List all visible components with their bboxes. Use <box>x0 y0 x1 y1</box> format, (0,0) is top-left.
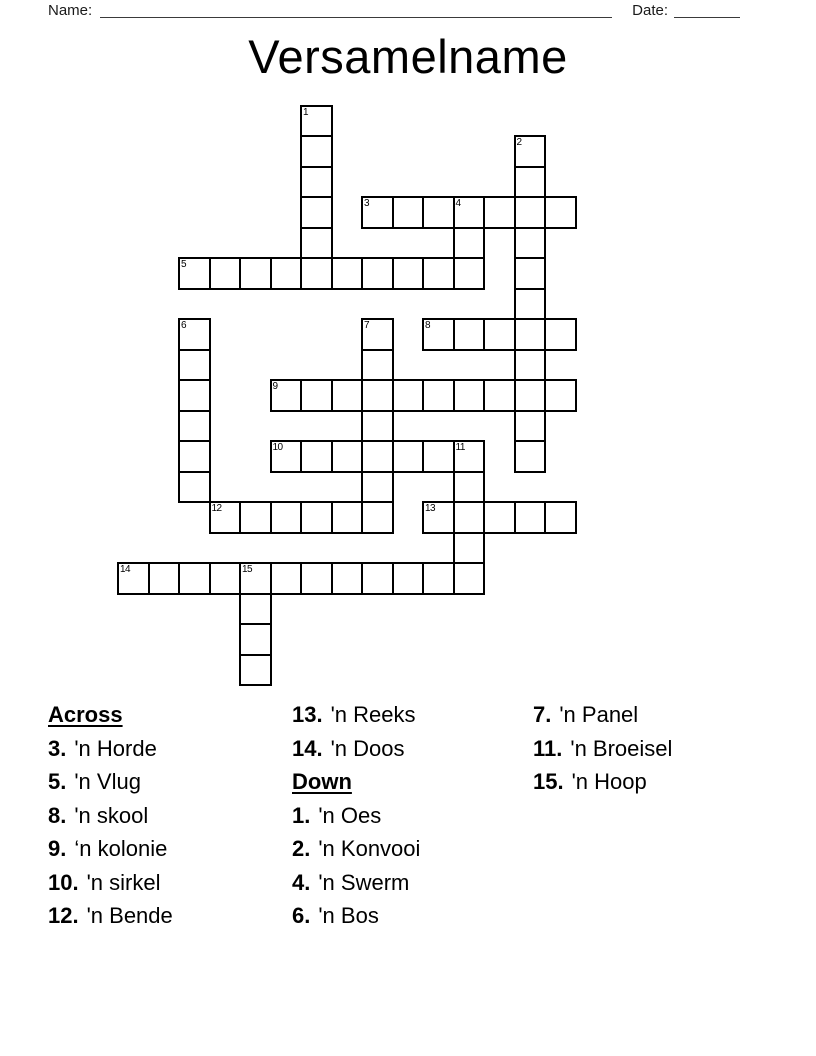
grid-cell[interactable] <box>270 257 303 290</box>
name-label: Name: <box>48 2 93 19</box>
grid-cell[interactable] <box>300 440 333 473</box>
clue-number: 15. <box>533 769 564 795</box>
grid-cell[interactable] <box>239 257 272 290</box>
clue-item <box>533 699 672 733</box>
clue-column <box>533 699 672 934</box>
clue-item <box>533 732 672 766</box>
grid-cell[interactable] <box>544 379 577 412</box>
grid-cell[interactable] <box>178 257 211 290</box>
grid-cell[interactable] <box>514 257 547 290</box>
clue-column <box>292 699 533 934</box>
cell-number: 12 <box>211 503 222 515</box>
grid-cell[interactable] <box>117 562 150 595</box>
grid-cell[interactable] <box>453 196 486 229</box>
grid-cell[interactable] <box>209 257 242 290</box>
cell-number: 14 <box>120 564 131 576</box>
clue-text: 'n Horde <box>74 735 157 761</box>
grid-cell[interactable] <box>544 318 577 351</box>
grid-cell[interactable] <box>422 257 455 290</box>
clue-number: 6. <box>292 903 311 929</box>
clue-text: 'n Swerm <box>318 869 410 895</box>
grid-cell[interactable] <box>361 318 394 351</box>
grid-cell[interactable] <box>270 379 303 412</box>
grid-cell[interactable] <box>453 379 486 412</box>
grid-cell[interactable] <box>148 562 181 595</box>
cell-number: 6 <box>181 320 187 332</box>
across-heading: Across <box>48 702 123 728</box>
grid-cell[interactable] <box>178 440 211 473</box>
clue-text: 'n sirkel <box>86 869 161 895</box>
cell-number: 8 <box>425 320 431 332</box>
page-title: Versamelname <box>248 30 568 83</box>
clue-number: 4. <box>292 869 311 895</box>
grid-cell[interactable] <box>422 562 455 595</box>
header <box>0 0 816 19</box>
cell-number: 1 <box>303 106 309 118</box>
grid-cell[interactable] <box>300 166 333 199</box>
clue-text: 'n Bende <box>86 903 173 929</box>
grid-cell[interactable] <box>483 318 516 351</box>
grid-cell[interactable] <box>331 257 364 290</box>
grid-cell[interactable] <box>514 440 547 473</box>
grid-cell[interactable] <box>270 562 303 595</box>
clue-text: 'n Doos <box>330 735 405 761</box>
grid-cell[interactable] <box>239 501 272 534</box>
grid-cell[interactable] <box>270 501 303 534</box>
grid-cell[interactable] <box>331 562 364 595</box>
grid-cell[interactable] <box>514 501 547 534</box>
grid-cell[interactable] <box>300 196 333 229</box>
grid-cell[interactable] <box>422 318 455 351</box>
clue-number: 2. <box>292 836 311 862</box>
grid-cell[interactable] <box>453 440 486 473</box>
clue-item <box>48 766 292 800</box>
grid-cell[interactable] <box>178 349 211 382</box>
grid-cell[interactable] <box>331 501 364 534</box>
grid-cell[interactable] <box>514 227 547 260</box>
clue-column <box>48 699 292 934</box>
grid-cell[interactable] <box>361 349 394 382</box>
grid-cell[interactable] <box>422 379 455 412</box>
grid-cell[interactable] <box>422 440 455 473</box>
cell-number: 15 <box>242 564 253 576</box>
grid-cell[interactable] <box>514 135 547 168</box>
clue-text: 'n Bos <box>318 903 379 929</box>
grid-cell[interactable] <box>392 196 425 229</box>
clue-text: 'n Vlug <box>74 769 141 795</box>
grid-cell[interactable] <box>514 196 547 229</box>
clue-text: ‘n kolonie <box>74 836 168 862</box>
grid-cell[interactable] <box>453 257 486 290</box>
grid-cell[interactable] <box>239 562 272 595</box>
name-input-line[interactable] <box>100 3 612 18</box>
grid-cell[interactable] <box>209 501 242 534</box>
cell-number: 3 <box>364 198 370 210</box>
grid-cell[interactable] <box>178 379 211 412</box>
clue-item <box>48 900 292 934</box>
down-heading: Down <box>292 769 352 795</box>
clue-number: 5. <box>48 769 67 795</box>
grid-cell[interactable] <box>514 379 547 412</box>
grid-cell[interactable] <box>392 440 425 473</box>
clue-item <box>292 799 533 833</box>
grid-cell[interactable] <box>544 196 577 229</box>
grid-cell[interactable] <box>453 318 486 351</box>
grid-cell[interactable] <box>422 501 455 534</box>
clue-item <box>292 699 533 733</box>
clue-item <box>48 866 292 900</box>
clue-item <box>292 866 533 900</box>
clue-text: 'n Hoop <box>571 769 647 795</box>
grid-cell[interactable] <box>178 562 211 595</box>
date-label: Date: <box>632 2 668 19</box>
clue-number: 1. <box>292 802 311 828</box>
grid-cell[interactable] <box>453 562 486 595</box>
grid-cell[interactable] <box>453 227 486 260</box>
clue-text: 'n Konvooi <box>318 836 421 862</box>
clues-section <box>0 699 816 934</box>
clue-item <box>292 833 533 867</box>
grid-cell[interactable] <box>392 562 425 595</box>
clue-item <box>48 833 292 867</box>
clue-number: 13. <box>292 702 323 728</box>
grid-cell[interactable] <box>300 562 333 595</box>
crossword-grid <box>0 105 816 690</box>
clue-item <box>48 732 292 766</box>
grid-cell[interactable] <box>300 379 333 412</box>
clue-number: 3. <box>48 735 67 761</box>
cell-number: 4 <box>455 198 461 210</box>
grid-cell[interactable] <box>300 105 333 138</box>
clue-number: 12. <box>48 903 79 929</box>
grid-cell[interactable] <box>392 379 425 412</box>
grid-cell[interactable] <box>300 501 333 534</box>
grid-cell[interactable] <box>514 349 547 382</box>
clue-text: 'n skool <box>74 802 149 828</box>
clue-text: 'n Reeks <box>330 702 416 728</box>
grid-cell[interactable] <box>422 196 455 229</box>
grid-cell[interactable] <box>361 471 394 504</box>
grid-cell[interactable] <box>514 318 547 351</box>
cell-number: 13 <box>425 503 436 515</box>
clue-number: 14. <box>292 735 323 761</box>
grid-cell[interactable] <box>239 593 272 626</box>
cell-number: 5 <box>181 259 187 271</box>
clue-item <box>533 766 672 800</box>
cell-number: 2 <box>516 137 522 149</box>
cell-number: 9 <box>272 381 278 393</box>
grid-cell[interactable] <box>361 562 394 595</box>
grid-cell[interactable] <box>300 135 333 168</box>
grid-cell[interactable] <box>483 196 516 229</box>
grid-cell[interactable] <box>239 654 272 687</box>
grid-cell[interactable] <box>361 440 394 473</box>
grid-cell[interactable] <box>209 562 242 595</box>
grid-cell[interactable] <box>361 501 394 534</box>
grid-cell[interactable] <box>178 471 211 504</box>
clue-item <box>292 900 533 934</box>
grid-cell[interactable] <box>453 532 486 565</box>
grid-cell[interactable] <box>270 440 303 473</box>
cell-number: 11 <box>455 442 465 454</box>
clue-item <box>48 799 292 833</box>
clue-number: 7. <box>533 702 552 728</box>
grid-cell[interactable] <box>178 318 211 351</box>
grid-cell[interactable] <box>361 196 394 229</box>
date-input-line[interactable] <box>674 3 740 18</box>
clue-item <box>292 732 533 766</box>
grid-cell[interactable] <box>361 257 394 290</box>
clue-text: 'n Broeisel <box>570 735 673 761</box>
cell-number: 10 <box>272 442 283 454</box>
grid-cell[interactable] <box>514 166 547 199</box>
clue-number: 11. <box>533 735 563 761</box>
grid-cell[interactable] <box>453 471 486 504</box>
clue-text: 'n Oes <box>318 802 382 828</box>
grid-cell[interactable] <box>331 379 364 412</box>
grid-cell[interactable] <box>361 410 394 443</box>
grid-cell[interactable] <box>453 501 486 534</box>
clue-number: 9. <box>48 836 67 862</box>
clue-number: 10. <box>48 869 79 895</box>
clue-number: 8. <box>48 802 67 828</box>
grid-cell[interactable] <box>514 288 547 321</box>
grid-cell[interactable] <box>514 410 547 443</box>
grid-cell[interactable] <box>331 440 364 473</box>
grid-cell[interactable] <box>300 257 333 290</box>
cell-number: 7 <box>364 320 370 332</box>
grid-cell[interactable] <box>300 227 333 260</box>
grid-cell[interactable] <box>483 501 516 534</box>
grid-cell[interactable] <box>392 257 425 290</box>
grid-cell[interactable] <box>483 379 516 412</box>
grid-cell[interactable] <box>544 501 577 534</box>
grid-cell[interactable] <box>361 379 394 412</box>
grid-cell[interactable] <box>239 623 272 656</box>
grid-cell[interactable] <box>178 410 211 443</box>
clue-text: 'n Panel <box>559 702 639 728</box>
